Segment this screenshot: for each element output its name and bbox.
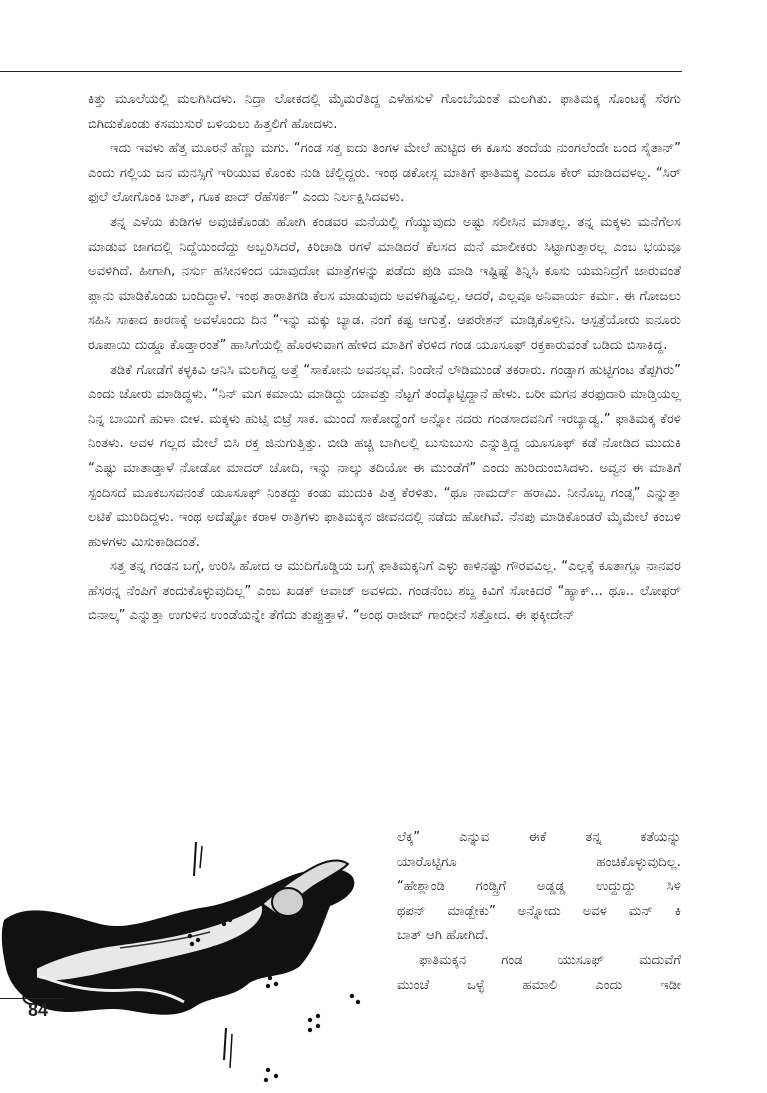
body-text (88, 88, 681, 629)
paragraph-1: ಕಿತ್ತು ಮೂಲೆಯಲ್ಲಿ ಮಲಗಿಸಿದಳು. ನಿದ್ರಾ ಲೋಕದಲ್ಲಿ ಮೈಮರೆತಿದ್ದ ಎಳೆಹಸುಳೆ ಗೊಂಬೆಯಂತೆ ಮಲಗಿತು. ಫಾತಿಮಕ್ಕ ಸೊಂಟಕ್ಕೆ ಸೆರಗು ಬಿಗಿದುಕೊಂಡು ಕಸಮುಸುರೆ ಬಳಿಯಲು ಹಿತ್ತಲಿಗೆ ಹೋದಳು. (88, 92, 681, 132)
body-text-narrow (397, 826, 681, 998)
narrow-line-4: ಥಪನ್ ಮಾಡ್ಬೇಕು” ಅನ್ನೋದು ಅವಳ ಮನ್ ಕಿ (397, 903, 681, 919)
narrow-line-3: “ಹೇಶ್ಲಾಂಡಿ ಗಂಡ್ಸ್ರಿಗೆ ಅಡ್ಡಡ್ಡ ಉದ್ದುದ್ದು ಸಿಳಿ (397, 879, 681, 895)
narrow-line-2: ಯಾರೊಟ್ಟಿಗೂ ಹಂಚಿಕೊಳ್ಳುವುದಿಲ್ಲ. (397, 854, 681, 870)
paragraph-3: ತನ್ನ ಎಳೆಯ ಕುಡಿಗಳ ಅವುಚಿಕೊಂಡು ಹೋಗಿ ಕಂಡವರ ಮನೆಯಲ್ಲಿ ಗೆಯ್ಯುವುದು ಅಷ್ಟು ಸಲೀಸಿನ ಮಾತಲ್ಲ. ತನ್ನ ಮಕ್ಕಳು ಮನೆಗೆಲಸ ಮಾಡುವ ಜಾಗದಲ್ಲಿ ನಿದ್ದೆಯಿಂದೆದ್ದು ಅಬ್ಬರಿಸಿದರೆ, ಕಿರಿಚಾಡಿ ರಗಳೆ ಮಾಡಿದರೆ ಕೆಲಸದ ಮನೆ ಮಾಲೀಕರು ಸಿಟ್ಟಾಗುತ್ತಾರಲ್ಲ ಎಂಬ ಭಯವೂ ಅವಳಿಗಿದೆ. ಹೀಗಾಗಿ, ನರ್ಸು ಹಸೀನಳಿಂದ ಯಾವುದೋ ಮಾತ್ರೆಗಳನ್ನು ಪಡೆದು ಪುಡಿ ಮಾಡಿ ಇಷ್ಟಿಷ್ಟೆ ತಿನ್ನಿಸಿ ಕೂಸು ಯಮನಿದ್ರೆಗೆ ಜಾರುವಂತೆ ಪ್ಲಾನು ಮಾಡಿಕೊಂಡು ಬಂದಿದ್ದಾಳೆ. ಇಂಥ ತಾರಾತಿಗಡಿ ಕೆಲಸ ಮಾಡುವುದು ಅವಳಿಗಿಷ್ಟವಿಲ್ಲ. ಆದರೆ, ಎಲ್ಲವೂ ಅನಿವಾರ್ಯ ಕರ್ಮ. ಈ ಗೋಜಲು ಸಹಿಸಿ ಸಾಕಾದ ಕಾರಣಕ್ಕೆ ಅವಳೊಂದು ದಿನ “ಇನ್ನು ಮಕ್ಕು ಬ್ಯಾಡ. ನಂಗೆ ಕಷ್ಟ ಆಗುತ್ತೆ. ಆಪರೇಶನ್ ಮಾಡ್ಸಿಕೊಳ್ತೀನಿ. ಆಸ್ಪತ್ರೆಯೋರು ಐನೂರು ರೂಪಾಯಿ ದುಡ್ಡೂ ಕೊಡ್ತಾರಂತೆ” ಹಾಸಿಗೆಯಲ್ಲಿ ಹೊರಳುವಾಗ ಹೇಳಿದ ಮಾತಿಗೆ ಕೆರಳಿದ ಗಂಡ ಯೂಸೂಫ್ ರಕ್ತಕಾರುವಂತೆ ಬಡಿದು ಬಿಸಾಕಿದ್ದ. (88, 214, 681, 353)
narrow-line-5: ಬಾತ್ ಆಗಿ ಹೋಗಿದೆ. (397, 928, 489, 944)
paragraph-5: ಸತ್ತ ತನ್ನ ಗಂಡನ ಬಗ್ಗೆ, ಉರಿಸಿ ಹೋದ ಆ ಮುದಿಗೊಡ್ಡಿಯ ಬಗ್ಗೆ ಫಾತಿಮಕ್ಕನಿಗೆ ಎಳ್ಳು ಕಾಳಿನಷ್ಟು ಗೌರವವಿಲ್ಲ. “ಎಲ್ಲಕ್ಕೆ ಕೂತಾಗ್ಲೂ ನಾನವರ ಹೆಸರನ್ನ ನೆಂಪಿಗೆ ತಂದುಕೊಳ್ಳುವುದಿಲ್ಲ” ಎಂಬ ಖಡಕ್ ಆವಾಜ್ ಅವಳದು. ಗಂಡನೆಂಬ ಶಬ್ದ ಕಿವಿಗೆ ಸೋಕಿದರೆ “ಹ್ಯಾಕ್... ಥೂ.. ಲೋಫರ್ ಬಿನಾಲ್ಕ” ಎನ್ನುತ್ತಾ ಉಗುಳಿನ ಉಂಡೆಯನ್ನೇ ತೆಗೆದು ತುಪ್ಪುತ್ತಾಳೆ. “ಅಂಥ ರಾಜೀವ್ ಗಾಂಧೀನೆ ಸತ್ತೋದ. ಈ ಫಕ್ಕೀದೇನ್ (88, 559, 681, 624)
paragraph-4: ತಡಿಕೆ ಗೋಡೆಗೆ ಕಳ್ಳಕಿವಿ ಆನಿಸಿ ಮಲಗಿದ್ದ ಅತ್ತೆ “ಸಾಕೋನು ಅವನಲ್ಲವೆ. ನಿಂದೇನೆ ಲೌಡಿಮುಂಡೆ ತಕರಾರು. ಗಂಡ್ಸಾಗ ಹುಟ್ಟಿಗಂಟ ತೆಪ್ಪಗಿರು” ಎಂದು ಜೋರು ಮಾಡಿದ್ದಳು. “ನಿನ್ ಮಗ ಕಮಾಯಿ ಮಾಡಿದ್ದು ಯಾವತ್ತು ನೆಟ್ಟಗೆ ತಂದ್ಕೊಟ್ಟಿದ್ದಾನೆ ಹೇಳು. ಬರೀ ಮಗನ ತರಫುದಾರಿ ಮಾಡ್ತಿಯಲ್ಲ ನಿನ್ನ ಬಾಯಿಗೆ ಹುಳಾ ಬೀಳ. ಮಕ್ಕಳು ಹುಟ್ಸಿ ಬಿಟ್ರೆ ಸಾಕ. ಮುಂದೆ ಸಾಕೋದ್ಹೆಂಗೆ ಅನ್ನೋ ನದರು ಗಂಡಸಾದವನಿಗೆ ಇರಬ್ಯಾಡ್ವ.” ಫಾತಿಮಕ್ಕ ಕೆರಳಿ ನಿಂತಳು. ಅವಳ ಗಲ್ಲದ ಮೇಲೆ ಬಿಸಿ ರಕ್ತ ಜಿನುಗುತ್ತಿತ್ತು. ಬೀಡಿ ಹಚ್ಚಿ ಬಾಗಿಲಲ್ಲಿ ಬುಸುಬುಸು ಎನ್ನುತ್ತಿದ್ದ ಯೂಸೂಫ್ ಕಡೆ ನೋಡಿದ ಮುದುಕಿ “ಎಷ್ಟು ಮಾತಾಡ್ತಾಳೆ ನೋಡೋ ಮಾದರ್ ಚೋದಿ, ಇನ್ನು ನಾಲ್ಕು ತದಿಯೋ ಈ ಮುಂಡೆಗೆ” ಎಂದು ಹುರಿದುಂಬಿಸಿದಳು. ಅವ್ವನ ಈ ಮಾತಿಗೆ ಸ್ಪಂದಿಸದೆ ಮೂಕಬಸವನಂತೆ ಯೂಸೂಫ್ ನಿಂತದ್ದು ಕಂಡು ಮುದುಕಿ ಪಿತ್ತ ಕೆರಳಿತು. “ಥೂ ನಾಮರ್ದ್ ಹರಾಮಿ. ನೀನೊಬ್ಬ ಗಂಡ್ಸ” ಎನ್ನುತ್ತಾ ಲಟಿಕೆ ಮುರಿದಿದ್ದಳು. ಇಂಥ ಅದೆಷ್ಟೋ ಕರಾಳ ರಾತ್ರಿಗಳು ಫಾತಿಮಕ್ಕನ ಜೀವನದಲ್ಲಿ ನಡೆದು ಹೋಗಿವೆ. ನೆನಪು ಮಾಡಿಕೊಂಡರೆ ಮೈಮೇಲೆ ಕಂಬಳಿ ಹುಳಗಳು ಮಿಸುಕಾಡಿದಂತೆ. (88, 362, 681, 550)
narrow-line-7: ಮುಂಚೆ ಒಳ್ಳೆ ಹಮಾಲಿ ಎಂದು ಇಡೀ (397, 977, 681, 993)
top-rule (0, 71, 682, 72)
narrow-line-1: ಲೆಕ್ಕ” ಎನ್ನುವ ಈಕೆ ತನ್ನ ಕತೆಯನ್ನು (397, 830, 681, 845)
figure-illustration (0, 828, 390, 1093)
page-number: 84 (28, 1000, 49, 1020)
bottom-rule (0, 998, 64, 999)
narrow-line-6: ಫಾತಿಮಕ್ಕನ ಗಂಡ ಯುಸೂಫ್ ಮದುವೆಗೆ (419, 952, 681, 968)
paragraph-2: ಇದು ಇವಳು ಹೆತ್ತ ಮೂರನೆ ಹೆಣ್ಣು ಮಗು. “ಗಂಡ ಸತ್ತ ಐದು ತಿಂಗಳ ಮೇಲೆ ಹುಟ್ಟಿದ ಈ ಕೂಸು ತಂದೆಯ ನುಂಗಲೆಂದೇ ಬಂದ ಸೈತಾನ್” ಎಂದು ಗಲ್ಲಿಯ ಜನ ಮನಸ್ಸಿಗೆ ಇರಿಯುವ ಕೊಂಕು ನುಡಿ ಚೆಲ್ಲಿದ್ದರು. ಇಂಥ ಡಕೋಸ್ಲ ಮಾತಿಗೆ ಫಾತಿಮಕ್ಕ ಎಂದೂ ಕೇರ್ ಮಾಡಿದವಳಲ್ಲ. “ಸಿರ್ ಫುಲೆ ಲೋಗೊಂಕಿ ಬಾತ್, ಗೂಕ ಪಾದ್ ರೆಹೆಸರ್ಕ” ಎಂದು ನಿರ್ಲಕ್ಷಿಸಿದವಳು. (88, 141, 681, 206)
